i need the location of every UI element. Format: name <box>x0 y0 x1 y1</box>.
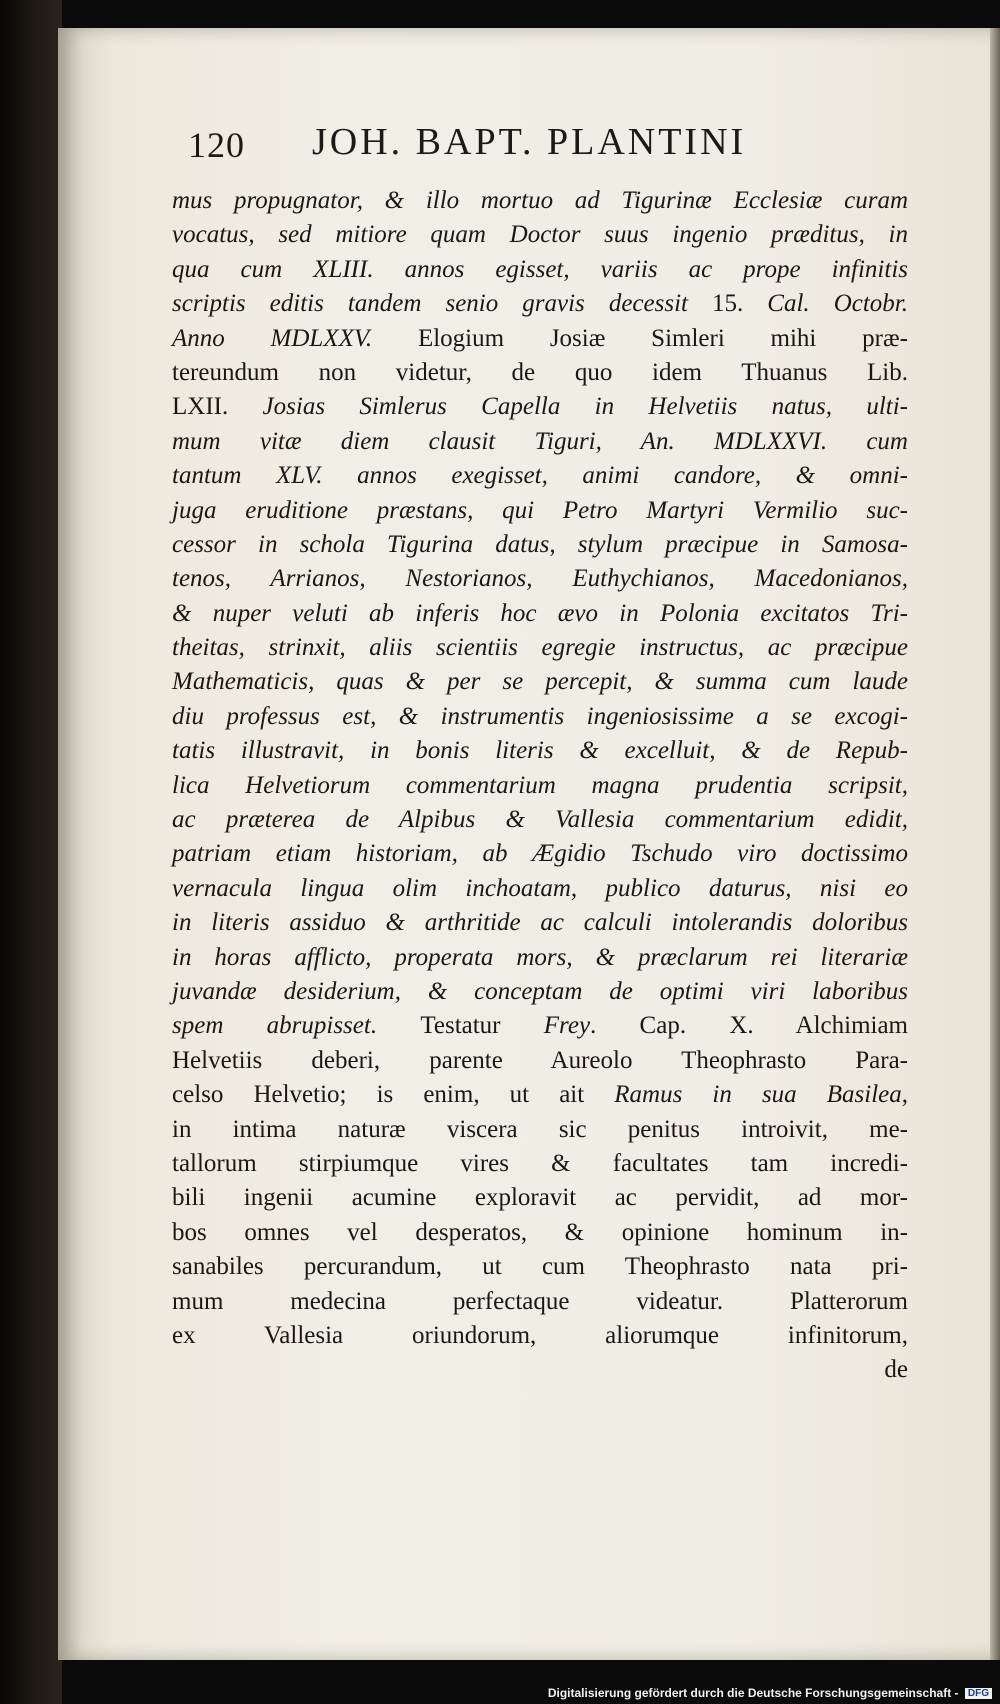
text-line <box>172 253 908 287</box>
text-line <box>172 1078 908 1112</box>
italic-text: vernacula lingua olim inchoatam, publico daturus, nisi eo <box>172 874 908 902</box>
dfg-logo: DFG <box>965 1688 992 1699</box>
text-line <box>172 1250 908 1284</box>
page-header <box>188 120 808 170</box>
text-line <box>172 287 908 321</box>
roman-text: Elogium Josiæ Simleri mihi præ- <box>417 324 908 352</box>
italic-text: lica Helvetiorum commentarium magna prudentia scripsit, <box>172 771 908 799</box>
text-line <box>172 734 908 768</box>
page-edge <box>990 28 1000 1660</box>
italic-text: tatis illustravit, in bonis literis & excelluit, & de Repub- <box>172 737 908 765</box>
text-line <box>172 1353 908 1387</box>
text-line <box>172 1285 908 1319</box>
roman-text: tallorum stirpiumque vires & facultates tam incredi- <box>172 1149 908 1177</box>
body-text <box>172 184 908 1388</box>
roman-text: , <box>901 1081 908 1109</box>
italic-text: mum vitæ diem clausit Tiguri, An. MDLXXVI. cum <box>172 427 908 455</box>
text-line <box>172 597 908 631</box>
text-line <box>172 837 908 871</box>
roman-text: in intima naturæ viscera sic penitus introivit, me- <box>172 1115 908 1143</box>
book-spine <box>0 0 62 1704</box>
italic-text: in literis assiduo & arthritide ac calculi intolerandis doloribus <box>172 909 908 937</box>
text-line <box>172 1044 908 1078</box>
roman-text: Testatur <box>420 1012 544 1040</box>
text-line <box>172 941 908 975</box>
roman-text: tereundum non videtur, de quo idem Thuanus Lib. <box>172 358 908 386</box>
italic-text: cessor in schola Tigurina datus, stylum præcipue in Samosa- <box>172 530 908 558</box>
text-line <box>172 906 908 940</box>
italic-text: juga eruditione præstans, qui Petro Martyri Vermilio suc- <box>172 496 908 524</box>
page-number: 120 <box>188 125 245 165</box>
italic-text: Cal. Octobr. <box>767 290 909 318</box>
roman-text: LXII. <box>172 393 263 421</box>
text-line <box>172 872 908 906</box>
roman-text: bos omnes vel desperatos, & opinione hominum in- <box>172 1218 908 1246</box>
roman-text: mum medecina perfectaque videatur. Platterorum <box>172 1287 908 1315</box>
text-line <box>172 1319 908 1353</box>
text-line <box>172 1181 908 1215</box>
credit-text: Digitalisierung gefördert durch die Deutsche Forschungsgemeinschaft - <box>547 1686 959 1700</box>
roman-text: de <box>884 1356 908 1384</box>
text-line <box>172 1216 908 1250</box>
italic-text: Frey <box>543 1012 591 1040</box>
text-line <box>172 1113 908 1147</box>
text-line <box>172 459 908 493</box>
italic-text: & nuper veluti ab inferis hoc ævo in Polonia excitatos Tri- <box>172 599 908 627</box>
roman-text: 15. <box>712 290 768 318</box>
italic-text: Anno MDLXXV. <box>172 324 418 352</box>
text-line <box>172 1009 908 1043</box>
italic-text: Ramus in sua Basilea <box>614 1081 902 1109</box>
text-line <box>172 769 908 803</box>
text-line <box>172 390 908 424</box>
running-head: JOH. BAPT. PLANTINI <box>312 121 747 163</box>
text-line <box>172 184 908 218</box>
italic-text: tenos, Arrianos, Nestorianos, Euthychianos, Macedonianos, <box>172 565 908 593</box>
italic-text: mus propugnator, & illo mortuo ad Tigurinæ Ecclesiæ curam <box>172 187 908 214</box>
italic-text: Josias Simlerus Capella in Helvetiis natus, ulti- <box>262 393 908 421</box>
roman-text: . Cap. X. Alchimiam <box>590 1012 909 1040</box>
roman-text: celso Helvetio; is enim, ut ait <box>172 1081 615 1109</box>
digitization-credit <box>548 1686 992 1700</box>
italic-text: Mathematicis, quas & per se percepit, & summa cum laude <box>172 668 908 696</box>
text-line <box>172 218 908 252</box>
text-line <box>172 356 908 390</box>
text-line <box>172 562 908 596</box>
italic-text: in horas afflicto, properata mors, & præclarum rei literariæ <box>172 943 908 971</box>
text-line <box>172 322 908 356</box>
text-line <box>172 665 908 699</box>
text-line <box>172 631 908 665</box>
text-line <box>172 975 908 1009</box>
text-line <box>172 425 908 459</box>
italic-text: spem abrupisset. <box>172 1012 421 1040</box>
italic-text: diu professus est, & instrumentis ingeniosissime a se excogi- <box>172 702 908 730</box>
italic-text: vocatus, sed mitiore quam Doctor suus ingenio præditus, in <box>172 221 908 249</box>
italic-text: patriam etiam historiam, ab Ægidio Tschudo viro doctissimo <box>172 840 908 868</box>
roman-text: sanabiles percurandum, ut cum Theophrasto nata pri- <box>172 1253 908 1281</box>
roman-text: bili ingenii acumine exploravit ac pervidit, ad mor- <box>172 1184 908 1212</box>
text-line <box>172 700 908 734</box>
italic-text: tantum XLV. annos exegisset, animi candore, & omni- <box>172 462 908 490</box>
text-line <box>172 803 908 837</box>
italic-text: juvandæ desiderium, & conceptam de optimi viri laboribus <box>172 977 908 1005</box>
italic-text: qua cum XLIII. annos egisset, variis ac prope infinitis <box>172 255 908 283</box>
italic-text: scriptis editis tandem senio gravis decessit <box>172 290 712 318</box>
roman-text: ex Vallesia oriundorum, aliorumque infinitorum, <box>172 1321 908 1349</box>
italic-text: ac præterea de Alpibus & Vallesia commentarium edidit, <box>172 806 908 834</box>
text-line <box>172 1147 908 1181</box>
italic-text: theitas, strinxit, aliis scientiis egregie instructus, ac præcipue <box>172 634 908 662</box>
roman-text: Helvetiis deberi, parente Aureolo Theophrasto Para- <box>172 1046 908 1074</box>
text-line <box>172 494 908 528</box>
text-line <box>172 528 908 562</box>
